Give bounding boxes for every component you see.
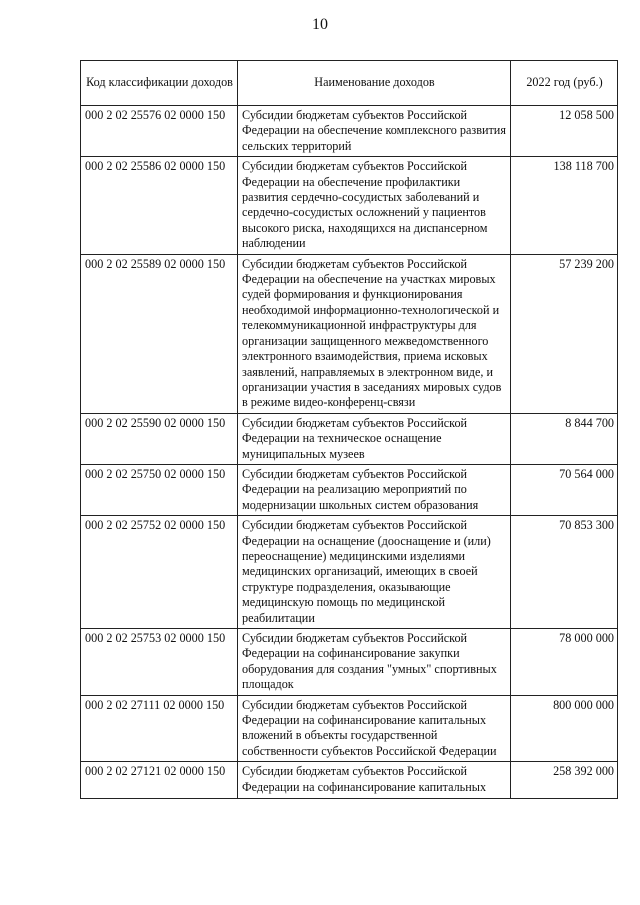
classification-code: 000 2 02 25589 02 0000 150 xyxy=(81,254,238,413)
table-row xyxy=(81,157,618,254)
table-row xyxy=(81,762,618,799)
classification-code: 000 2 02 25753 02 0000 150 xyxy=(81,629,238,696)
header-name: Наименование доходов xyxy=(238,61,511,106)
table-row xyxy=(81,254,618,413)
header-code: Код классификации доходов xyxy=(81,61,238,106)
table-row xyxy=(81,629,618,696)
classification-code: 000 2 02 27111 02 0000 150 xyxy=(81,695,238,762)
table-row xyxy=(81,106,618,157)
page-number: 10 xyxy=(312,16,328,33)
income-name: Субсидии бюджетам субъектов Российской Федерации на реализацию мероприятий по модернизации школьных систем образования xyxy=(238,464,511,515)
income-name: Субсидии бюджетам субъектов Российской Федерации на софинансирование закупки оборудования для создания "умных" спортивных площадок xyxy=(238,629,511,696)
classification-code: 000 2 02 25590 02 0000 150 xyxy=(81,413,238,464)
income-name: Субсидии бюджетам субъектов Российской Федерации на обеспечение на участках мировых судей формирования и функционирования необходимой информационно-технологической и телекоммуникационной инфраструктуры для организации защищенного межведомственного электронного взаимодействия, приема исковых заявлений, направляемых в электронном виде, и организации участия в заседаниях мировых судов в режиме видео-конференц-связи xyxy=(238,254,511,413)
amount: 78 000 000 xyxy=(511,629,618,696)
table-row xyxy=(81,516,618,629)
classification-code: 000 2 02 25752 02 0000 150 xyxy=(81,516,238,629)
income-name: Субсидии бюджетам субъектов Российской Федерации на софинансирование капитальных вложений в объекты государственной собственности субъектов Российской Федерации xyxy=(238,695,511,762)
classification-code: 000 2 02 25750 02 0000 150 xyxy=(81,464,238,515)
income-name: Субсидии бюджетам субъектов Российской Федерации на софинансирование капитальных xyxy=(238,762,511,799)
table-row xyxy=(81,464,618,515)
classification-code: 000 2 02 25586 02 0000 150 xyxy=(81,157,238,254)
amount: 70 853 300 xyxy=(511,516,618,629)
income-name: Субсидии бюджетам субъектов Российской Федерации на обеспечение комплексного развития сельских территорий xyxy=(238,106,511,157)
classification-code: 000 2 02 27121 02 0000 150 xyxy=(81,762,238,799)
income-name: Субсидии бюджетам субъектов Российской Федерации на обеспечение профилактики развития сердечно-сосудистых заболеваний и сердечно-сосудистых осложнений у пациентов высокого риска, находящихся на диспансерном наблюдении xyxy=(238,157,511,254)
header-amount: 2022 год (руб.) xyxy=(511,61,618,106)
table-row xyxy=(81,695,618,762)
amount: 70 564 000 xyxy=(511,464,618,515)
income-table xyxy=(80,60,618,799)
table-row xyxy=(81,413,618,464)
amount: 57 239 200 xyxy=(511,254,618,413)
amount: 800 000 000 xyxy=(511,695,618,762)
table-header-row xyxy=(81,61,618,106)
amount: 8 844 700 xyxy=(511,413,618,464)
amount: 12 058 500 xyxy=(511,106,618,157)
income-name: Субсидии бюджетам субъектов Российской Федерации на техническое оснащение муниципальных музеев xyxy=(238,413,511,464)
amount: 258 392 000 xyxy=(511,762,618,799)
amount: 138 118 700 xyxy=(511,157,618,254)
classification-code: 000 2 02 25576 02 0000 150 xyxy=(81,106,238,157)
income-name: Субсидии бюджетам субъектов Российской Федерации на оснащение (дооснащение и (или) переоснащение) медицинскими изделиями медицинских организаций, имеющих в своей структуре подразделения, оказывающие медицинскую помощь по медицинской реабилитации xyxy=(238,516,511,629)
